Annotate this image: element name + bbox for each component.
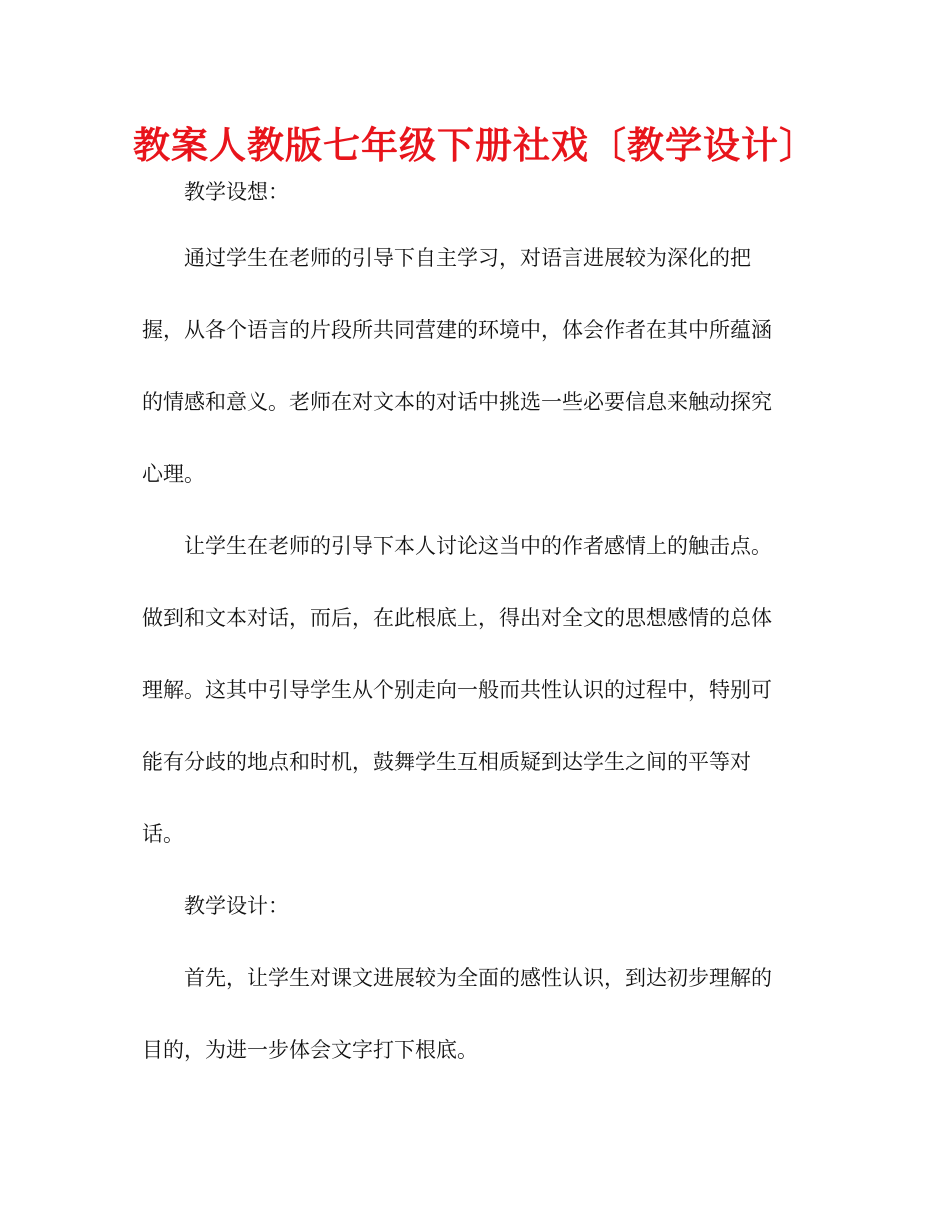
paragraph-line: 让学生在老师的引导下本人讨论这当中的作者感情上的触击点。 bbox=[184, 534, 772, 558]
paragraph-line: 话。 bbox=[142, 822, 184, 846]
document-body bbox=[142, 172, 800, 1102]
paragraph-line: 目的，为进一步体会文字打下根底。 bbox=[142, 1038, 478, 1062]
paragraph-line: 通过学生在老师的引导下自主学习，对语言进展较为深化的把 bbox=[184, 246, 751, 270]
paragraph-line: 能有分歧的地点和时机，鼓舞学生互相质疑到达学生之间的平等对 bbox=[142, 750, 751, 774]
paragraph-line: 理解。这其中引导学生从个别走向一般而共性认识的过程中，特别可 bbox=[142, 678, 772, 702]
paragraph-line: 首先，让学生对课文进展较为全面的感性认识，到达初步理解的 bbox=[184, 966, 772, 990]
paragraph-line: 握，从各个语言的片段所共同营建的环境中，体会作者在其中所蕴涵 bbox=[142, 318, 772, 342]
section-heading-teaching-idea: 教学设想： bbox=[184, 180, 289, 204]
paragraph-line: 的情感和意义。老师在对文本的对话中挑选一些必要信息来触动探究 bbox=[142, 390, 772, 414]
document-title: 教案人教版七年级下册社戏〔教学设计〕 bbox=[133, 124, 817, 167]
paragraph-line: 心理。 bbox=[142, 462, 205, 486]
paragraph-line: 做到和文本对话，而后，在此根底上，得出对全文的思想感情的总体 bbox=[142, 606, 772, 630]
section-heading-teaching-design: 教学设计： bbox=[184, 894, 289, 918]
